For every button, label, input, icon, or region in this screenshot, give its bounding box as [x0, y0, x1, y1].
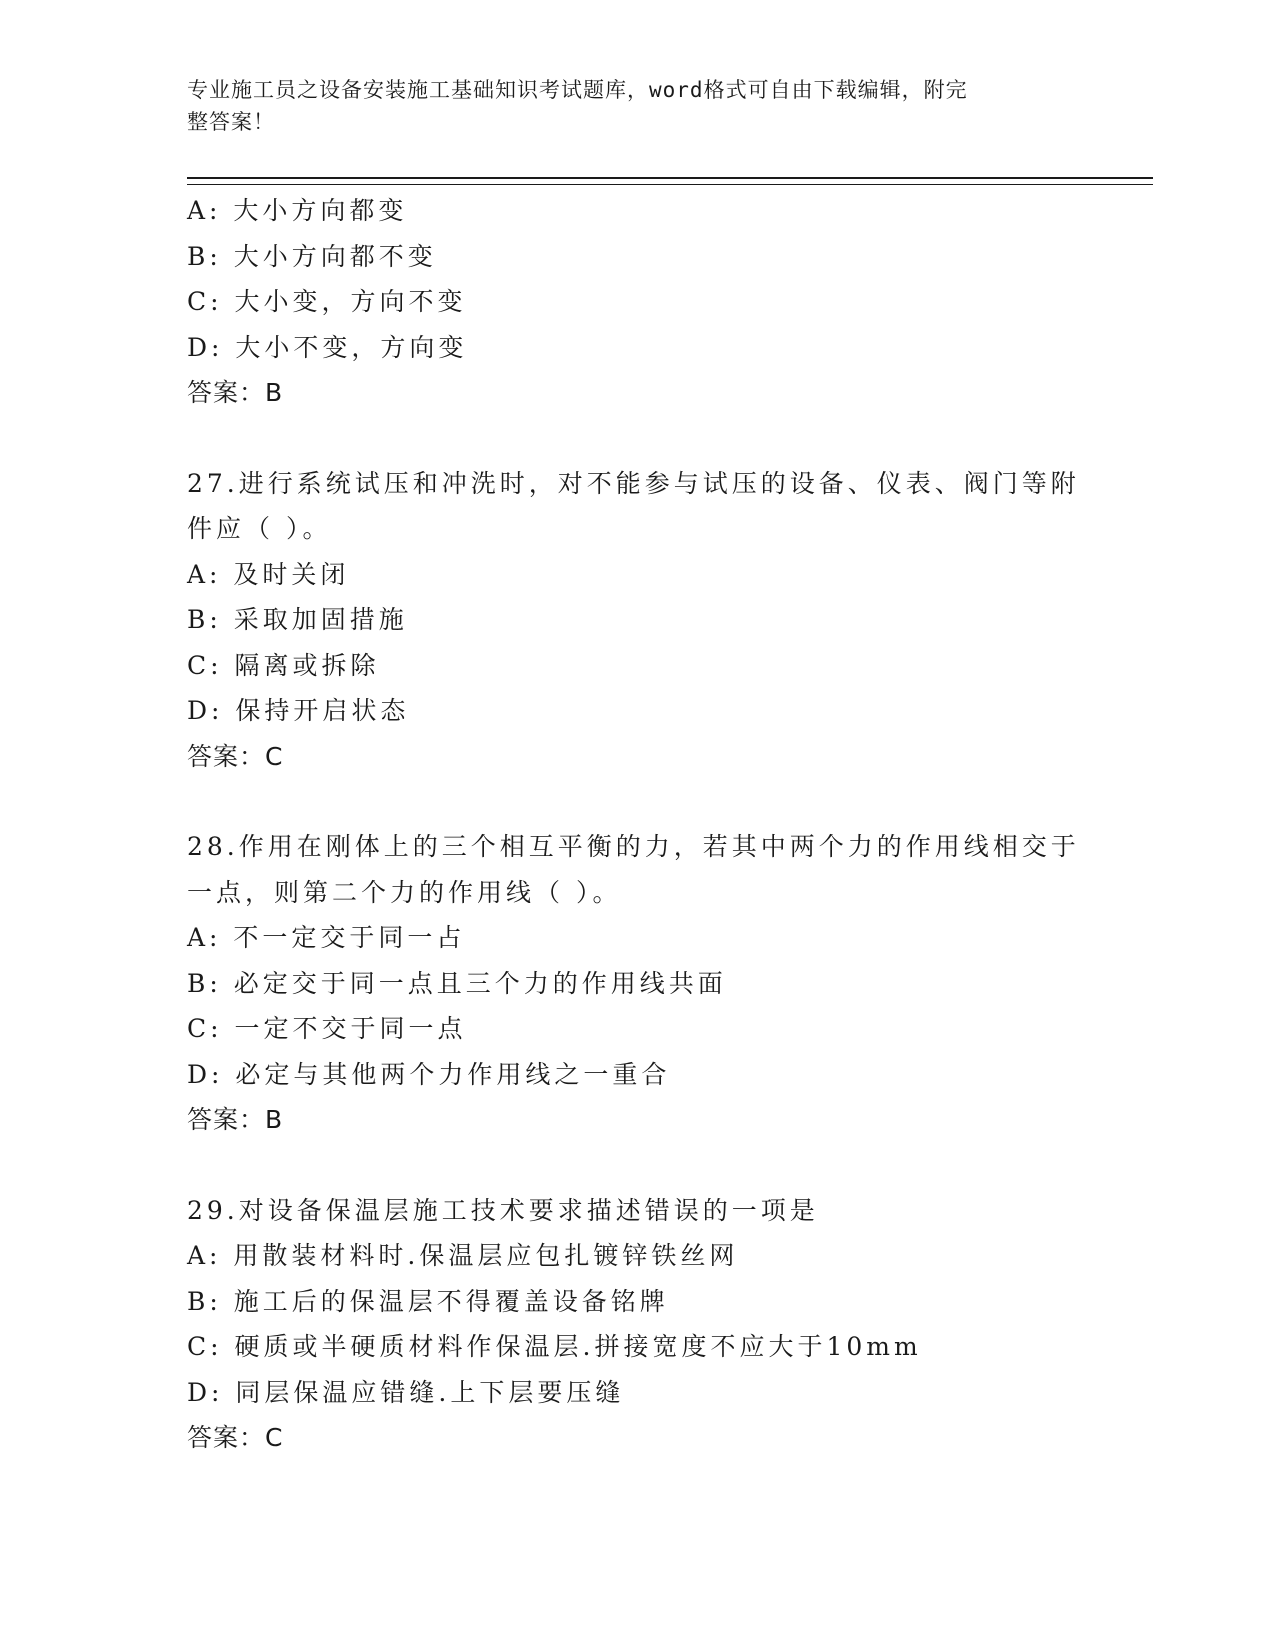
header-divider: [187, 177, 1153, 185]
question-28: [187, 824, 1087, 1143]
document-header: [187, 74, 1067, 138]
answer: 答案：B: [187, 1105, 284, 1134]
question-29: [187, 1188, 1087, 1461]
option-d: D: 大小不变，方向变: [187, 332, 468, 362]
option-c: C: 一定不交于同一点: [187, 1014, 467, 1043]
option-b: B: 施工后的保温层不得覆盖设备铭牌: [187, 1286, 669, 1316]
spacer: [187, 779, 1087, 824]
option-a: A: 不一定交于同一占: [187, 923, 466, 952]
option-d: D: 必定与其他两个力作用线之一重合: [187, 1059, 671, 1089]
option-d: D: 保持开启状态: [187, 696, 410, 725]
option-b: B: 大小方向都不变: [187, 241, 437, 271]
header-line-1: 专业施工员之设备安装施工基础知识考试题库，word格式可自由下载编辑，附完: [187, 78, 968, 102]
option-b: B: 必定交于同一点且三个力的作用线共面: [187, 968, 727, 998]
option-a: A: 用散装材料时.保温层应包扎镀锌铁丝网: [187, 1241, 739, 1270]
question-27: [187, 461, 1087, 780]
option-a: A: 及时关闭: [187, 559, 350, 589]
option-a: A: 大小方向都变: [187, 196, 408, 225]
answer: 答案：C: [187, 1423, 284, 1452]
header-line-2: 整答案！: [187, 110, 275, 134]
question-stem-line-1: 28.作用在刚体上的三个相互平衡的力，若其中两个力的作用线相交于: [187, 832, 1080, 861]
question-stem-line-2: 件应（ ）。: [187, 514, 332, 543]
question-stem-line-2: 一点，则第二个力的作用线（ ）。: [187, 877, 622, 907]
option-b: B: 采取加固措施: [187, 605, 408, 634]
option-c: C: 硬质或半硬质材料作保温层.拼接宽度不应大于10mm: [187, 1332, 922, 1361]
option-c: C: 大小变，方向不变: [187, 287, 467, 316]
option-c: C: 隔离或拆除: [187, 650, 380, 680]
question-stem-line-1: 27.进行系统试压和冲洗时，对不能参与试压的设备、仪表、阀门等附: [187, 468, 1080, 498]
spacer: [187, 416, 1087, 461]
option-d: D: 同层保温应错缝.上下层要压缝: [187, 1377, 625, 1407]
question-list: [187, 188, 1087, 1461]
answer: 答案：B: [187, 378, 284, 407]
spacer: [187, 1143, 1087, 1188]
answer: 答案：C: [187, 741, 284, 771]
question-26: [187, 188, 1087, 416]
question-stem-line-1: 29.对设备保温层施工技术要求描述错误的一项是: [187, 1195, 819, 1225]
